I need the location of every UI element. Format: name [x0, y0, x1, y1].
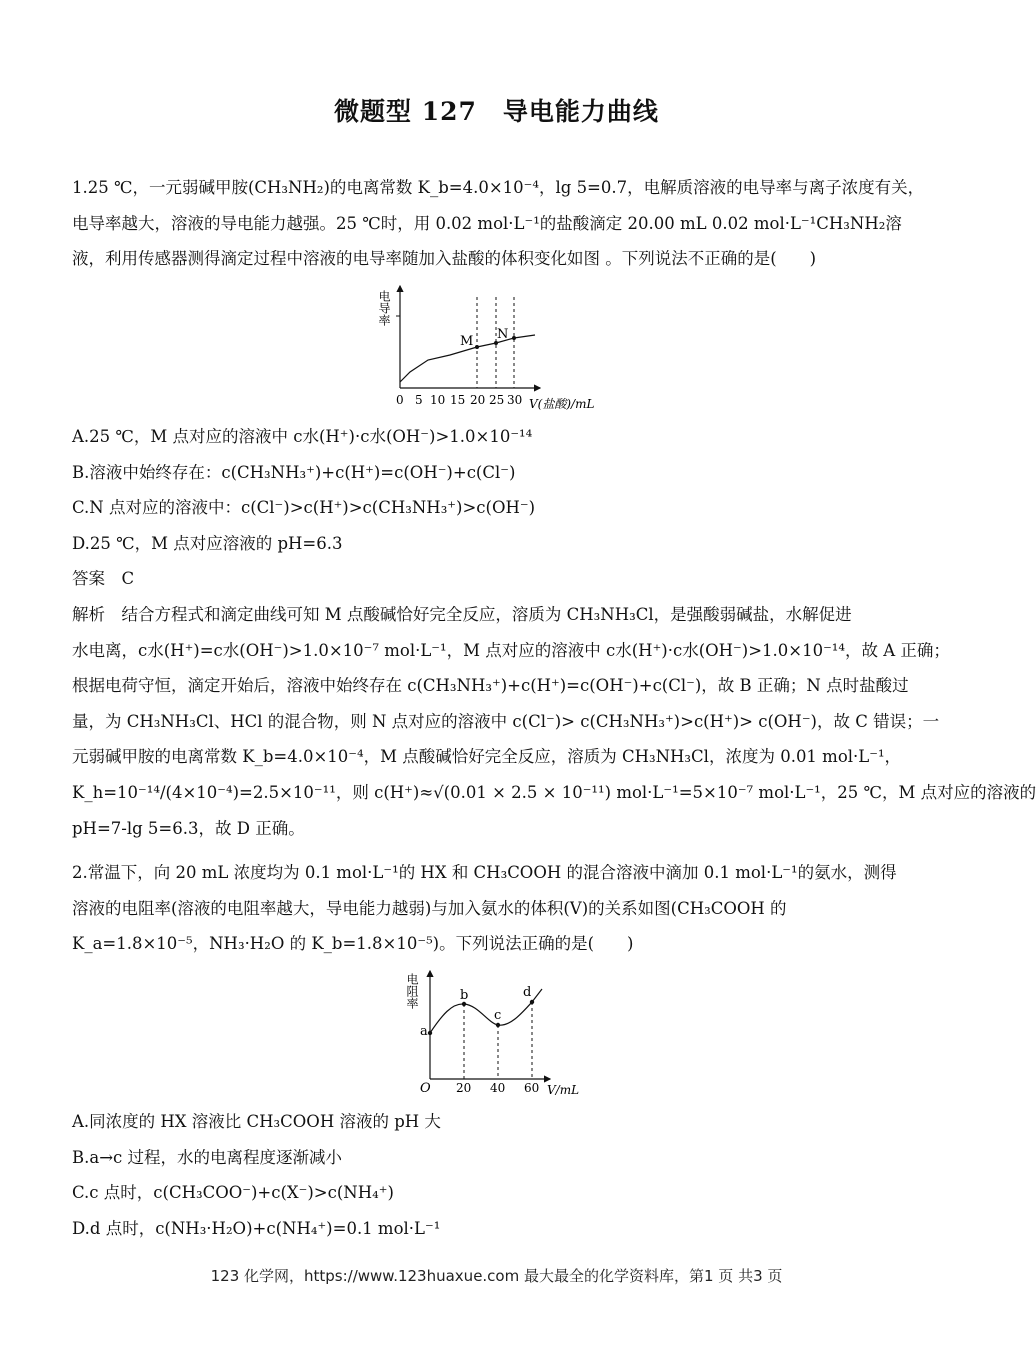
- q1-analysis-line-6: K_h=10⁻¹⁴/(4×10⁻⁴)=2.5×10⁻¹¹，则 c(H⁺)≈√(0.01 × 2.5 × 10⁻¹¹) mol·L⁻¹=5×10⁻⁷ mol·L⁻¹，25 ℃，M 点对应的溶液的: [72, 782, 1036, 802]
- q1-option-d: D.25 ℃，M 点对应溶液的 pH=6.3: [72, 533, 343, 553]
- q1-stem-line-2: 电导率越大，溶液的导电能力越强。25 ℃时，用 0.02 mol·L⁻¹的盐酸滴定 20.00 mL 0.02 mol·L⁻¹CH₃NH₂溶: [72, 213, 902, 233]
- q1-y-label: 电导率: [377, 290, 391, 326]
- q2-tick-60: 60: [524, 1081, 540, 1095]
- q1-answer: 答案 C: [72, 569, 135, 589]
- q1-analysis-line-4: 量，为 CH₃NH₃Cl、HCl 的混合物，则 N 点对应的溶液中 c(Cl⁻)> c(CH₃NH₃⁺)>c(H⁺)> c(OH⁻)，故 C 错误；一: [72, 711, 940, 731]
- q2-x-label: V/mL: [547, 1083, 580, 1097]
- q2-tick-40: 40: [490, 1081, 506, 1095]
- q1-tick-15: 15: [450, 393, 466, 407]
- q1-analysis-line-3: 根据电荷守恒，滴定开始后，溶液中始终存在 c(CH₃NH₃⁺)+c(H⁺)=c(OH⁻)+c(Cl⁻)，故 B 正确；N 点时盐酸过: [72, 676, 909, 696]
- q2-point-c: [496, 1023, 500, 1027]
- q1-tick-30: 30: [507, 393, 523, 407]
- q2-option-d: D.d 点时，c(NH₃·H₂O)+c(NH₄⁺)=0.1 mol·L⁻¹: [72, 1218, 441, 1238]
- q1-stem-line-1: 1.25 ℃，一元弱碱甲胺(CH₃NH₂)的电离常数 K_b=4.0×10⁻⁴，lg 5=0.7，电解质溶液的电导率与离子浓度有关，: [72, 178, 925, 197]
- q1-tick-5: 5: [415, 393, 423, 407]
- page-title: 微题型 127 导电能力曲线: [334, 97, 659, 126]
- q2-stem-line-1: 2.常温下，向 20 mL 浓度均为 0.1 mol·L⁻¹的 HX 和 CH₃COOH 的混合溶液中滴加 0.1 mol·L⁻¹的氨水，测得: [72, 863, 897, 882]
- q2-label-c: c: [494, 1008, 502, 1023]
- q1-stem-line-3: 液，利用传感器测得滴定过程中溶液的电导率随加入盐酸的体积变化如图 。下列说法不正确的是( ): [72, 249, 817, 269]
- q1-tick-10: 10: [430, 393, 446, 407]
- q1-label-n: N: [497, 327, 509, 342]
- q1-option-c: C.N 点对应的溶液中：c(Cl⁻)>c(H⁺)>c(CH₃NH₃⁺)>c(OH⁻): [72, 498, 536, 518]
- q1-analysis-line-5: 元弱碱甲胺的电离常数 K_b=4.0×10⁻⁴，M 点酸碱恰好完全反应，溶质为 CH₃NH₃Cl，浓度为 0.01 mol·L⁻¹，: [72, 747, 902, 767]
- q1-stem: [72, 170, 925, 277]
- q2-stem: [72, 855, 922, 962]
- q1-conductivity-chart: [377, 280, 640, 415]
- q2-y-label: 电阻率: [405, 973, 419, 1009]
- q2-origin: O: [420, 1081, 431, 1096]
- q1-tick-20: 20: [470, 393, 486, 407]
- q1-option-a: A.25 ℃，M 点对应的溶液中 c水(H⁺)·c水(OH⁻)>1.0×10⁻¹⁴: [72, 427, 533, 446]
- q2-point-d: [530, 1000, 534, 1004]
- q2-resistivity-chart: [400, 965, 600, 1100]
- q1-analysis-line-1: 解析 结合方程式和滴定曲线可知 M 点酸碱恰好完全反应，溶质为 CH₃NH₃Cl，是强酸弱碱盐，水解促进: [72, 604, 852, 624]
- q1-tick-0: 0: [396, 393, 404, 407]
- q2-tick-20: 20: [456, 1081, 472, 1095]
- q1-label-m: M: [460, 334, 474, 349]
- q1-tick-25: 25: [489, 393, 505, 407]
- q2-options: [72, 1104, 922, 1246]
- q2-option-c: C.c 点时，c(CH₃COO⁻)+c(X⁻)>c(NH₄⁺): [72, 1183, 394, 1203]
- q1-point-n-right: [512, 336, 516, 340]
- page-footer: 123 化学网，https://www.123huaxue.com 最大最全的化学资料库，第1 页 共3 页: [210, 1267, 783, 1285]
- q2-label-b: b: [460, 988, 469, 1003]
- q2-stem-line-2: 溶液的电阻率(溶液的电阻率越大，导电能力越弱)与加入氨水的体积(V)的关系如图(CH₃COOH 的: [72, 898, 787, 918]
- q2-label-d: d: [523, 985, 532, 1000]
- q1-analysis-line-7: pH=7-lg 5=6.3，故 D 正确。: [72, 818, 305, 838]
- q1-point-m: [475, 345, 479, 349]
- q1-analysis-line-2: 水电离，c水(H⁺)=c水(OH⁻)>1.0×10⁻⁷ mol·L⁻¹，M 点对应的溶液中 c水(H⁺)·c水(OH⁻)>1.0×10⁻¹⁴，故 A 正确；: [72, 640, 950, 660]
- q2-point-a: [428, 1031, 432, 1035]
- q2-option-a: A.同浓度的 HX 溶液比 CH₃COOH 溶液的 pH 大: [72, 1112, 441, 1131]
- q2-option-b: B.a→c 过程，水的电离程度逐渐减小: [72, 1147, 343, 1167]
- q2-stem-line-3: K_a=1.8×10⁻⁵，NH₃·H₂O 的 K_b=1.8×10⁻⁵)。下列说法正确的是( ): [72, 934, 634, 954]
- q1-option-b: B.溶液中始终存在：c(CH₃NH₃⁺)+c(H⁺)=c(OH⁻)+c(Cl⁻): [72, 462, 516, 482]
- q1-x-label: V(盐酸)/mL: [529, 397, 595, 411]
- q2-label-a: a: [420, 1024, 428, 1039]
- q1-body: [72, 419, 1036, 846]
